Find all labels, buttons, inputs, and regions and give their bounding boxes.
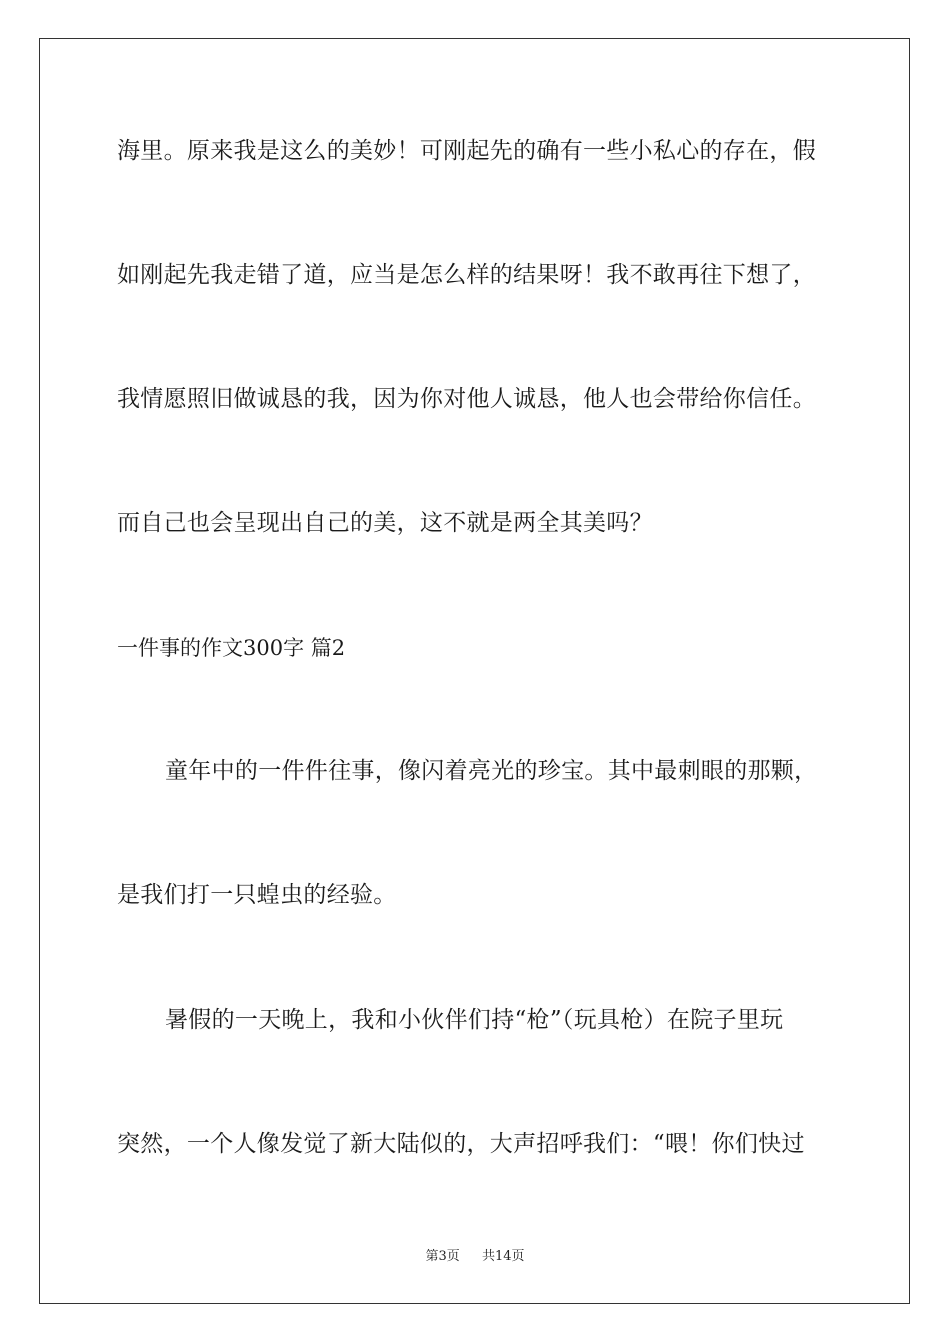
section-heading: 一件事的作文300字 篇2 [117, 636, 346, 660]
text-line-6: 是我们打一只蝗虫的经验。 [117, 882, 397, 908]
text-line-5: 童年中的一件件往事，像闪着亮光的珍宝。其中最刺眼的那颗， [165, 758, 818, 784]
text-line-3: 我情愿照旧做诚恳的我，因为你对他人诚恳，他人也会带给你信任。 [117, 386, 816, 412]
page-total: 共14页 [482, 1249, 525, 1264]
page-footer [0, 1245, 950, 1264]
text-line-1: 海里。原来我是这么的美妙！可刚起先的确有一些小私心的存在，假 [117, 138, 816, 164]
page-number: 第3页 [425, 1249, 460, 1264]
text-line-8: 突然，一个人像发觉了新大陆似的，大声招呼我们：“喂！你们快过 [117, 1131, 805, 1157]
text-line-7: 暑假的一天晚上，我和小伙伴们持“枪”（玩具枪）在院子里玩 [165, 1007, 784, 1033]
text-line-2: 如刚起先我走错了道，应当是怎么样的结果呀！我不敢再往下想了， [117, 262, 816, 288]
text-line-4: 而自己也会呈现出自己的美，这不就是两全其美吗？ [117, 510, 653, 536]
page-border [39, 38, 910, 1304]
